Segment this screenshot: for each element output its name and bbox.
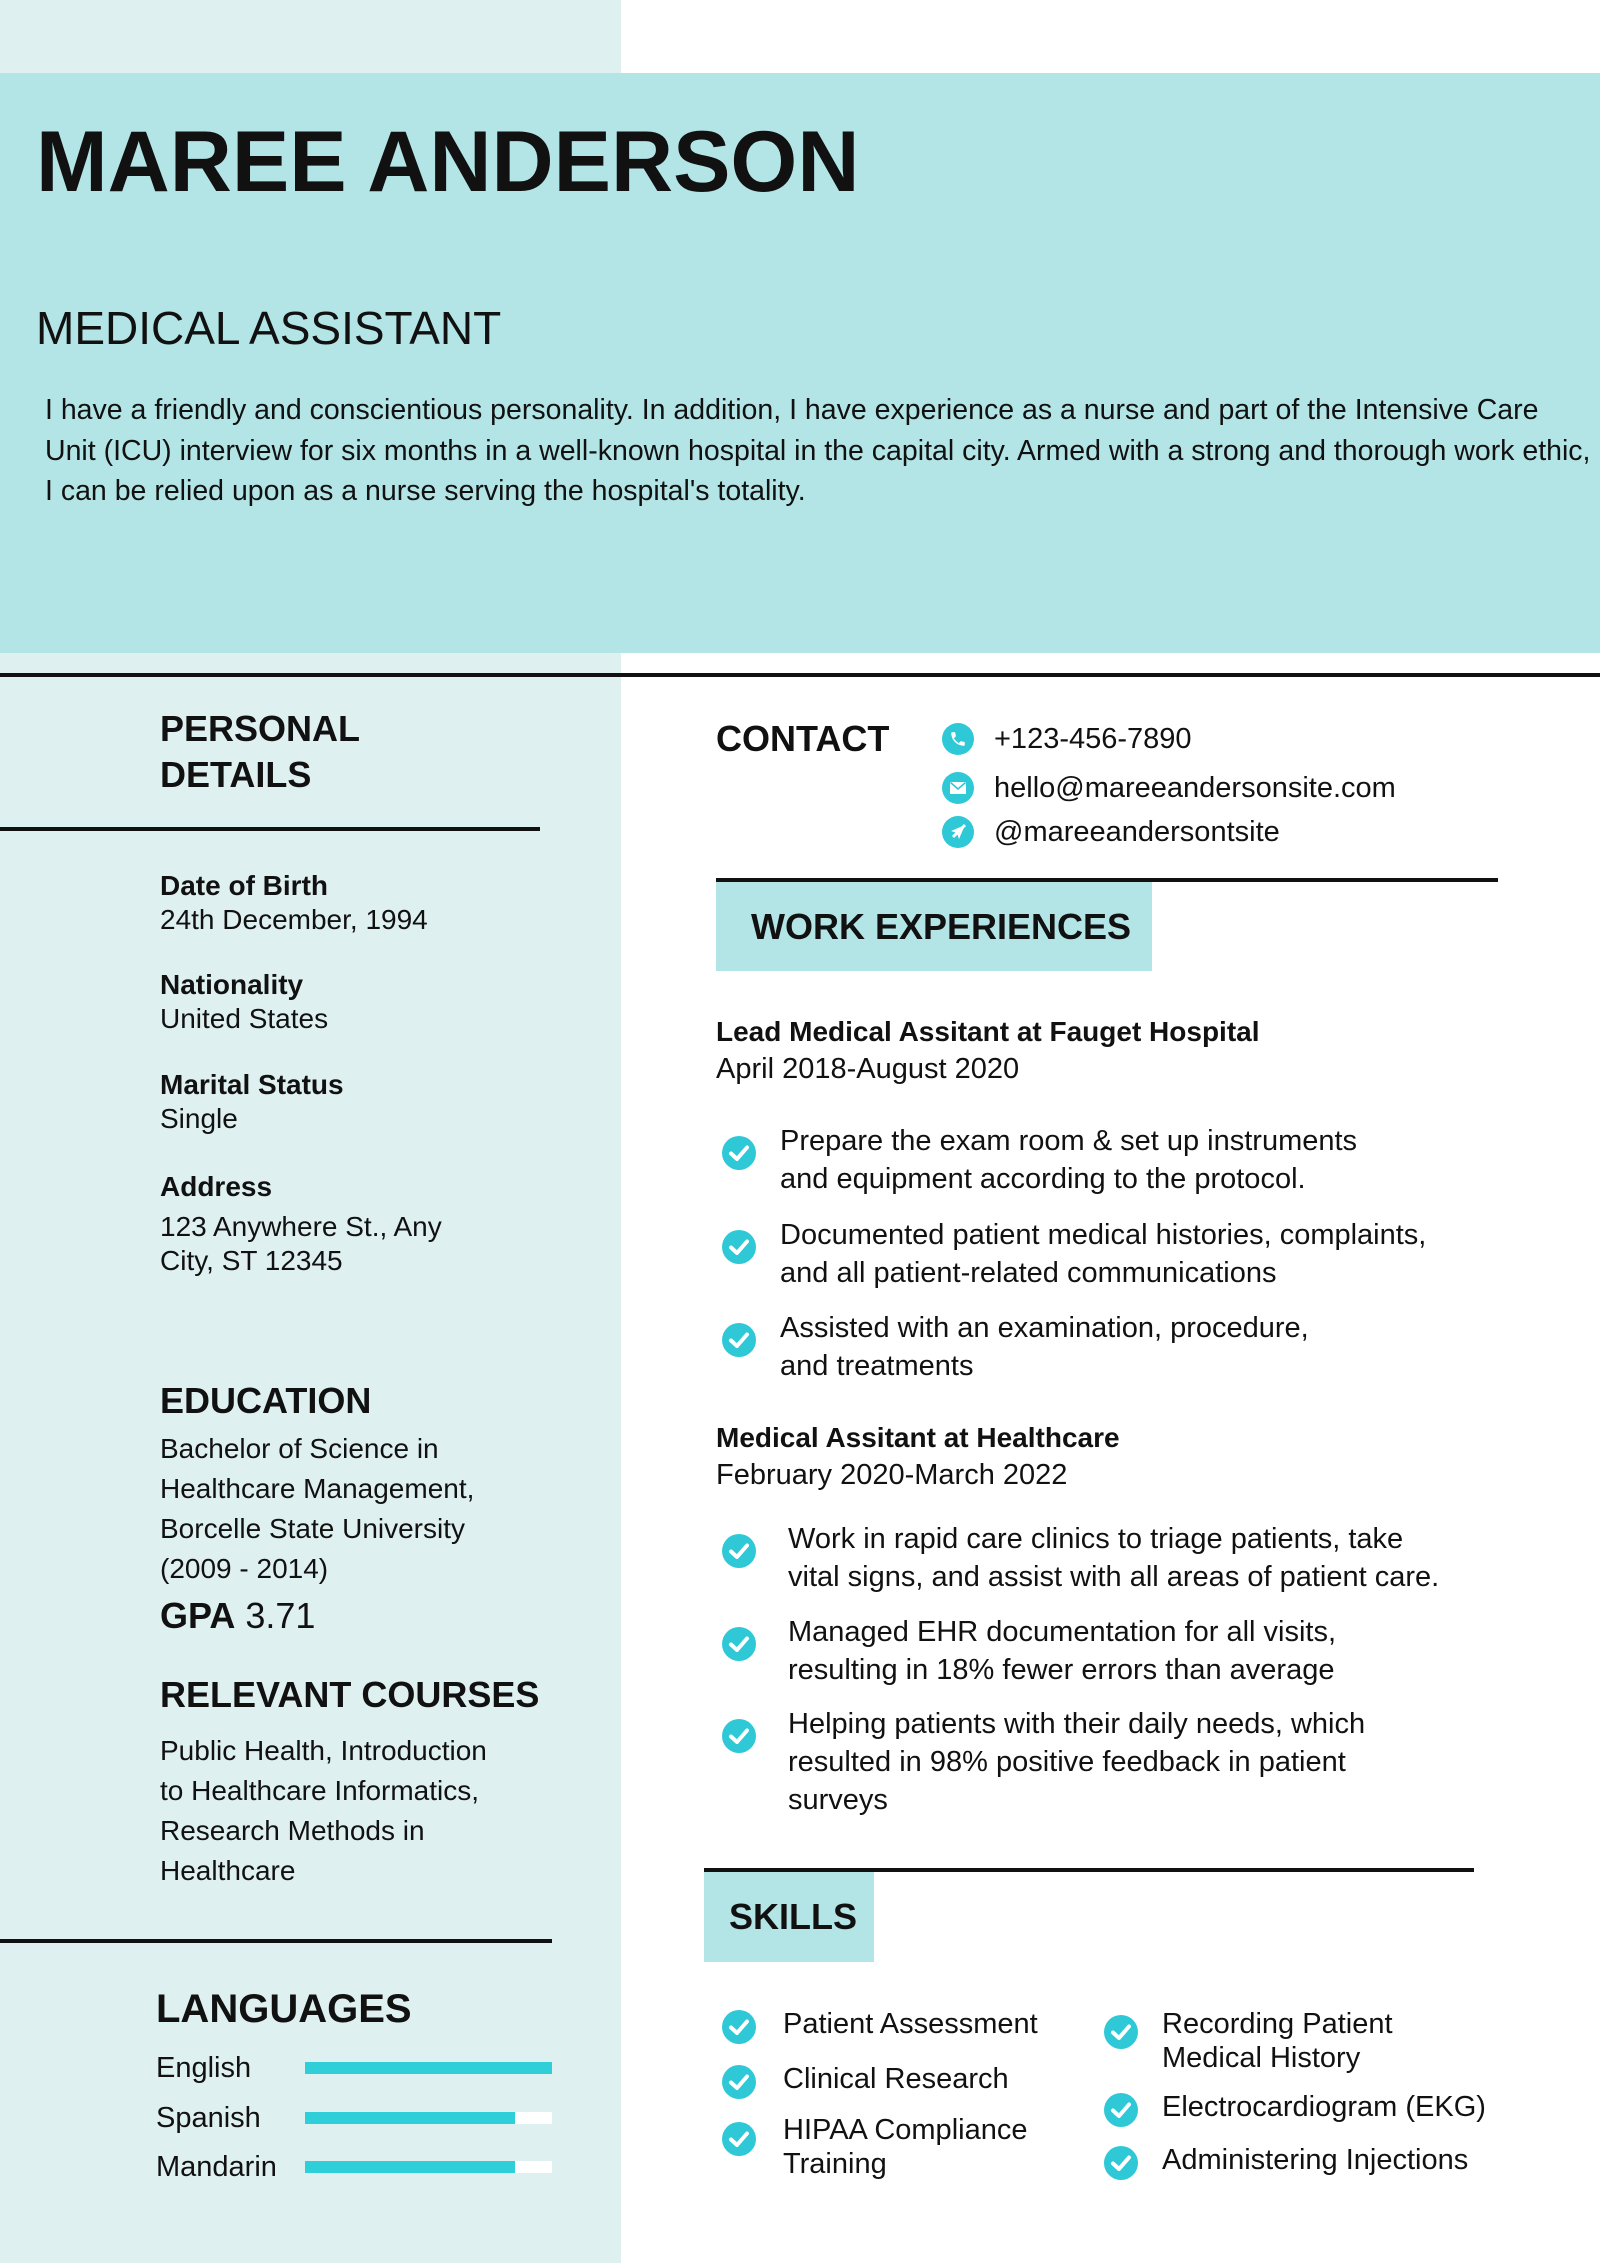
skill-item	[722, 2062, 1009, 2099]
education-line: Healthcare Management,	[160, 1473, 475, 1504]
bullet-text	[788, 1613, 1336, 1689]
course-line: Healthcare	[160, 1855, 296, 1886]
skill-line: Electrocardiogram (EKG)	[1162, 2091, 1486, 2123]
detail-value: Single	[160, 1103, 238, 1134]
contact-title: CONTACT	[716, 718, 890, 759]
course-line: to Healthcare Informatics,	[160, 1775, 480, 1806]
bullet-line: Helping patients with their daily needs, which	[788, 1708, 1366, 1740]
check-circle-icon	[1104, 2093, 1138, 2127]
skill-item	[1104, 2007, 1393, 2075]
bullet-text	[788, 1705, 1365, 1819]
contact-social[interactable]	[942, 812, 1280, 852]
check-circle-icon	[722, 1136, 756, 1170]
candidate-name: MAREE ANDERSON	[36, 114, 860, 210]
skill-item	[1104, 2090, 1486, 2127]
check-circle-icon	[722, 1627, 756, 1661]
language-name: Spanish	[156, 2101, 261, 2134]
detail-marital-status	[160, 1068, 344, 1136]
skills-title	[704, 1872, 874, 1962]
education-line: Borcelle State University	[160, 1513, 466, 1544]
language-level-bar	[305, 2161, 552, 2173]
bullet-line: resulting in 18% fewer errors than average	[788, 1654, 1335, 1686]
work-experiences-title-text: WORK EXPERIENCES	[751, 905, 1132, 947]
mail-icon	[942, 772, 974, 804]
language-level-fill	[305, 2062, 552, 2074]
check-circle-icon	[722, 1230, 756, 1264]
job-2-bullet-2	[722, 1613, 1336, 1689]
skill-line: Administering Injections	[1162, 2144, 1469, 2176]
detail-label: Address	[160, 1171, 273, 1202]
skill-line: Medical History	[1162, 2042, 1361, 2074]
bullet-line: vital signs, and assist with all areas of patient care.	[788, 1561, 1440, 1593]
relevant-courses-title: RELEVANT COURSES	[160, 1674, 540, 1715]
job-dates: February 2020-March 2022	[716, 1459, 1068, 1491]
language-spanish	[156, 2098, 552, 2138]
check-circle-icon	[722, 1719, 756, 1753]
education-line: (2009 - 2014)	[160, 1553, 329, 1584]
job-dates: April 2018-August 2020	[716, 1053, 1020, 1085]
check-circle-icon	[722, 2065, 756, 2099]
language-level-bar	[305, 2062, 552, 2074]
work-experiences-title	[716, 882, 1152, 971]
check-circle-icon	[722, 1534, 756, 1568]
job-title: Lead Medical Assitant at Fauget Hospital	[716, 1016, 1260, 1047]
skill-text	[783, 2113, 1027, 2181]
skill-text	[1162, 2007, 1393, 2075]
courses-divider	[0, 1939, 552, 1943]
detail-nationality	[160, 968, 328, 1036]
bullet-line: Documented patient medical histories, complaints,	[780, 1219, 1427, 1251]
skill-item	[1104, 2143, 1468, 2180]
header-divider	[0, 673, 1600, 677]
job-1-bullet-1	[722, 1122, 1357, 1198]
relevant-courses-list	[160, 1731, 487, 1891]
personal-details-divider	[0, 827, 540, 831]
gpa	[160, 1594, 315, 1638]
personal-details-title-line1: PERSONAL	[160, 708, 361, 749]
detail-address	[160, 1170, 442, 1278]
job-role: MEDICAL ASSISTANT	[36, 302, 502, 354]
gpa-label: GPA	[160, 1595, 236, 1636]
check-circle-icon	[722, 2122, 756, 2156]
education-line: Bachelor of Science in	[160, 1433, 439, 1464]
bullet-line: resulted in 98% positive feedback in patient	[788, 1746, 1346, 1778]
language-level-fill	[305, 2161, 515, 2173]
language-level-bar	[305, 2112, 552, 2124]
job-title: Medical Assitant at Healthcare	[716, 1422, 1120, 1453]
check-circle-icon	[722, 2010, 756, 2044]
language-english	[156, 2048, 552, 2088]
personal-details-title-line2: DETAILS	[160, 754, 312, 795]
bullet-text	[788, 1520, 1439, 1596]
course-line: Research Methods in	[160, 1815, 425, 1846]
education-details	[160, 1429, 474, 1589]
bullet-line: Prepare the exam room & set up instruments	[780, 1125, 1358, 1157]
skill-item	[722, 2113, 1027, 2181]
bullet-line: surveys	[788, 1784, 888, 1816]
language-level-fill	[305, 2112, 515, 2124]
detail-label: Marital Status	[160, 1069, 344, 1100]
bullet-line: and equipment according to the protocol.	[780, 1163, 1306, 1195]
detail-value-line1: 123 Anywhere St., Any	[160, 1211, 442, 1242]
skill-line: Training	[783, 2148, 887, 2180]
check-circle-icon	[1104, 2146, 1138, 2180]
bullet-line: Managed EHR documentation for all visits,	[788, 1616, 1337, 1648]
detail-value: United States	[160, 1003, 329, 1034]
detail-label: Nationality	[160, 969, 304, 1000]
bullet-text	[780, 1216, 1426, 1292]
bullet-line: Work in rapid care clinics to triage patients, take	[788, 1523, 1404, 1555]
bullet-text	[780, 1309, 1309, 1385]
contact-phone[interactable]	[942, 719, 1192, 759]
check-circle-icon	[1104, 2015, 1138, 2049]
job-1-bullet-2	[722, 1216, 1426, 1292]
personal-details-title	[160, 706, 360, 798]
detail-value-line2: City, ST 12345	[160, 1245, 343, 1276]
contact-email[interactable]	[942, 768, 1396, 808]
skill-text	[1162, 2143, 1468, 2177]
profile-summary: I have a friendly and conscientious personality. In addition, I have experience as a nurse and part of the Intensive Care Unit (ICU) interview for six months in a well-known hospital in the capital city. Armed with a strong and thorough work ethic, I can be relied upon as a nurse serving the hospital's totality.	[45, 394, 1591, 507]
education-title: EDUCATION	[160, 1380, 372, 1421]
skill-text	[1162, 2090, 1486, 2124]
course-line: Public Health, Introduction	[160, 1735, 487, 1766]
check-circle-icon	[722, 1323, 756, 1357]
contact-text: @mareeandersontsite	[994, 815, 1280, 848]
detail-value: 24th December, 1994	[160, 904, 428, 935]
job-2-bullet-1	[722, 1520, 1439, 1596]
contact-text: +123-456-7890	[994, 722, 1192, 755]
skill-text	[783, 2062, 1009, 2096]
bullet-text	[780, 1122, 1357, 1198]
bullet-line: Assisted with an examination, procedure,	[780, 1312, 1309, 1344]
send-icon	[942, 816, 974, 848]
gpa-value: 3.71	[245, 1595, 316, 1636]
bullet-line: and treatments	[780, 1350, 974, 1382]
job-2	[716, 1420, 1120, 1494]
skill-item	[722, 2007, 1038, 2044]
skill-line: Clinical Research	[783, 2063, 1009, 2095]
language-name: English	[156, 2051, 252, 2084]
skill-line: Patient Assessment	[783, 2008, 1038, 2040]
skill-line: Recording Patient	[1162, 2008, 1393, 2040]
contact-text: hello@mareeandersonsite.com	[994, 771, 1396, 804]
detail-date-of-birth	[160, 869, 428, 937]
language-name: Mandarin	[156, 2150, 277, 2183]
languages-title: LANGUAGES	[156, 1987, 412, 2031]
skill-text	[783, 2007, 1038, 2041]
skill-line: HIPAA Compliance	[783, 2114, 1028, 2146]
language-mandarin	[156, 2147, 552, 2187]
skills-title-text: SKILLS	[729, 1896, 858, 1937]
job-1	[716, 1014, 1260, 1088]
detail-label: Date of Birth	[160, 870, 328, 901]
phone-icon	[942, 723, 974, 755]
bullet-line: and all patient-related communications	[780, 1257, 1277, 1289]
job-1-bullet-3	[722, 1309, 1309, 1385]
job-2-bullet-3	[722, 1705, 1365, 1819]
